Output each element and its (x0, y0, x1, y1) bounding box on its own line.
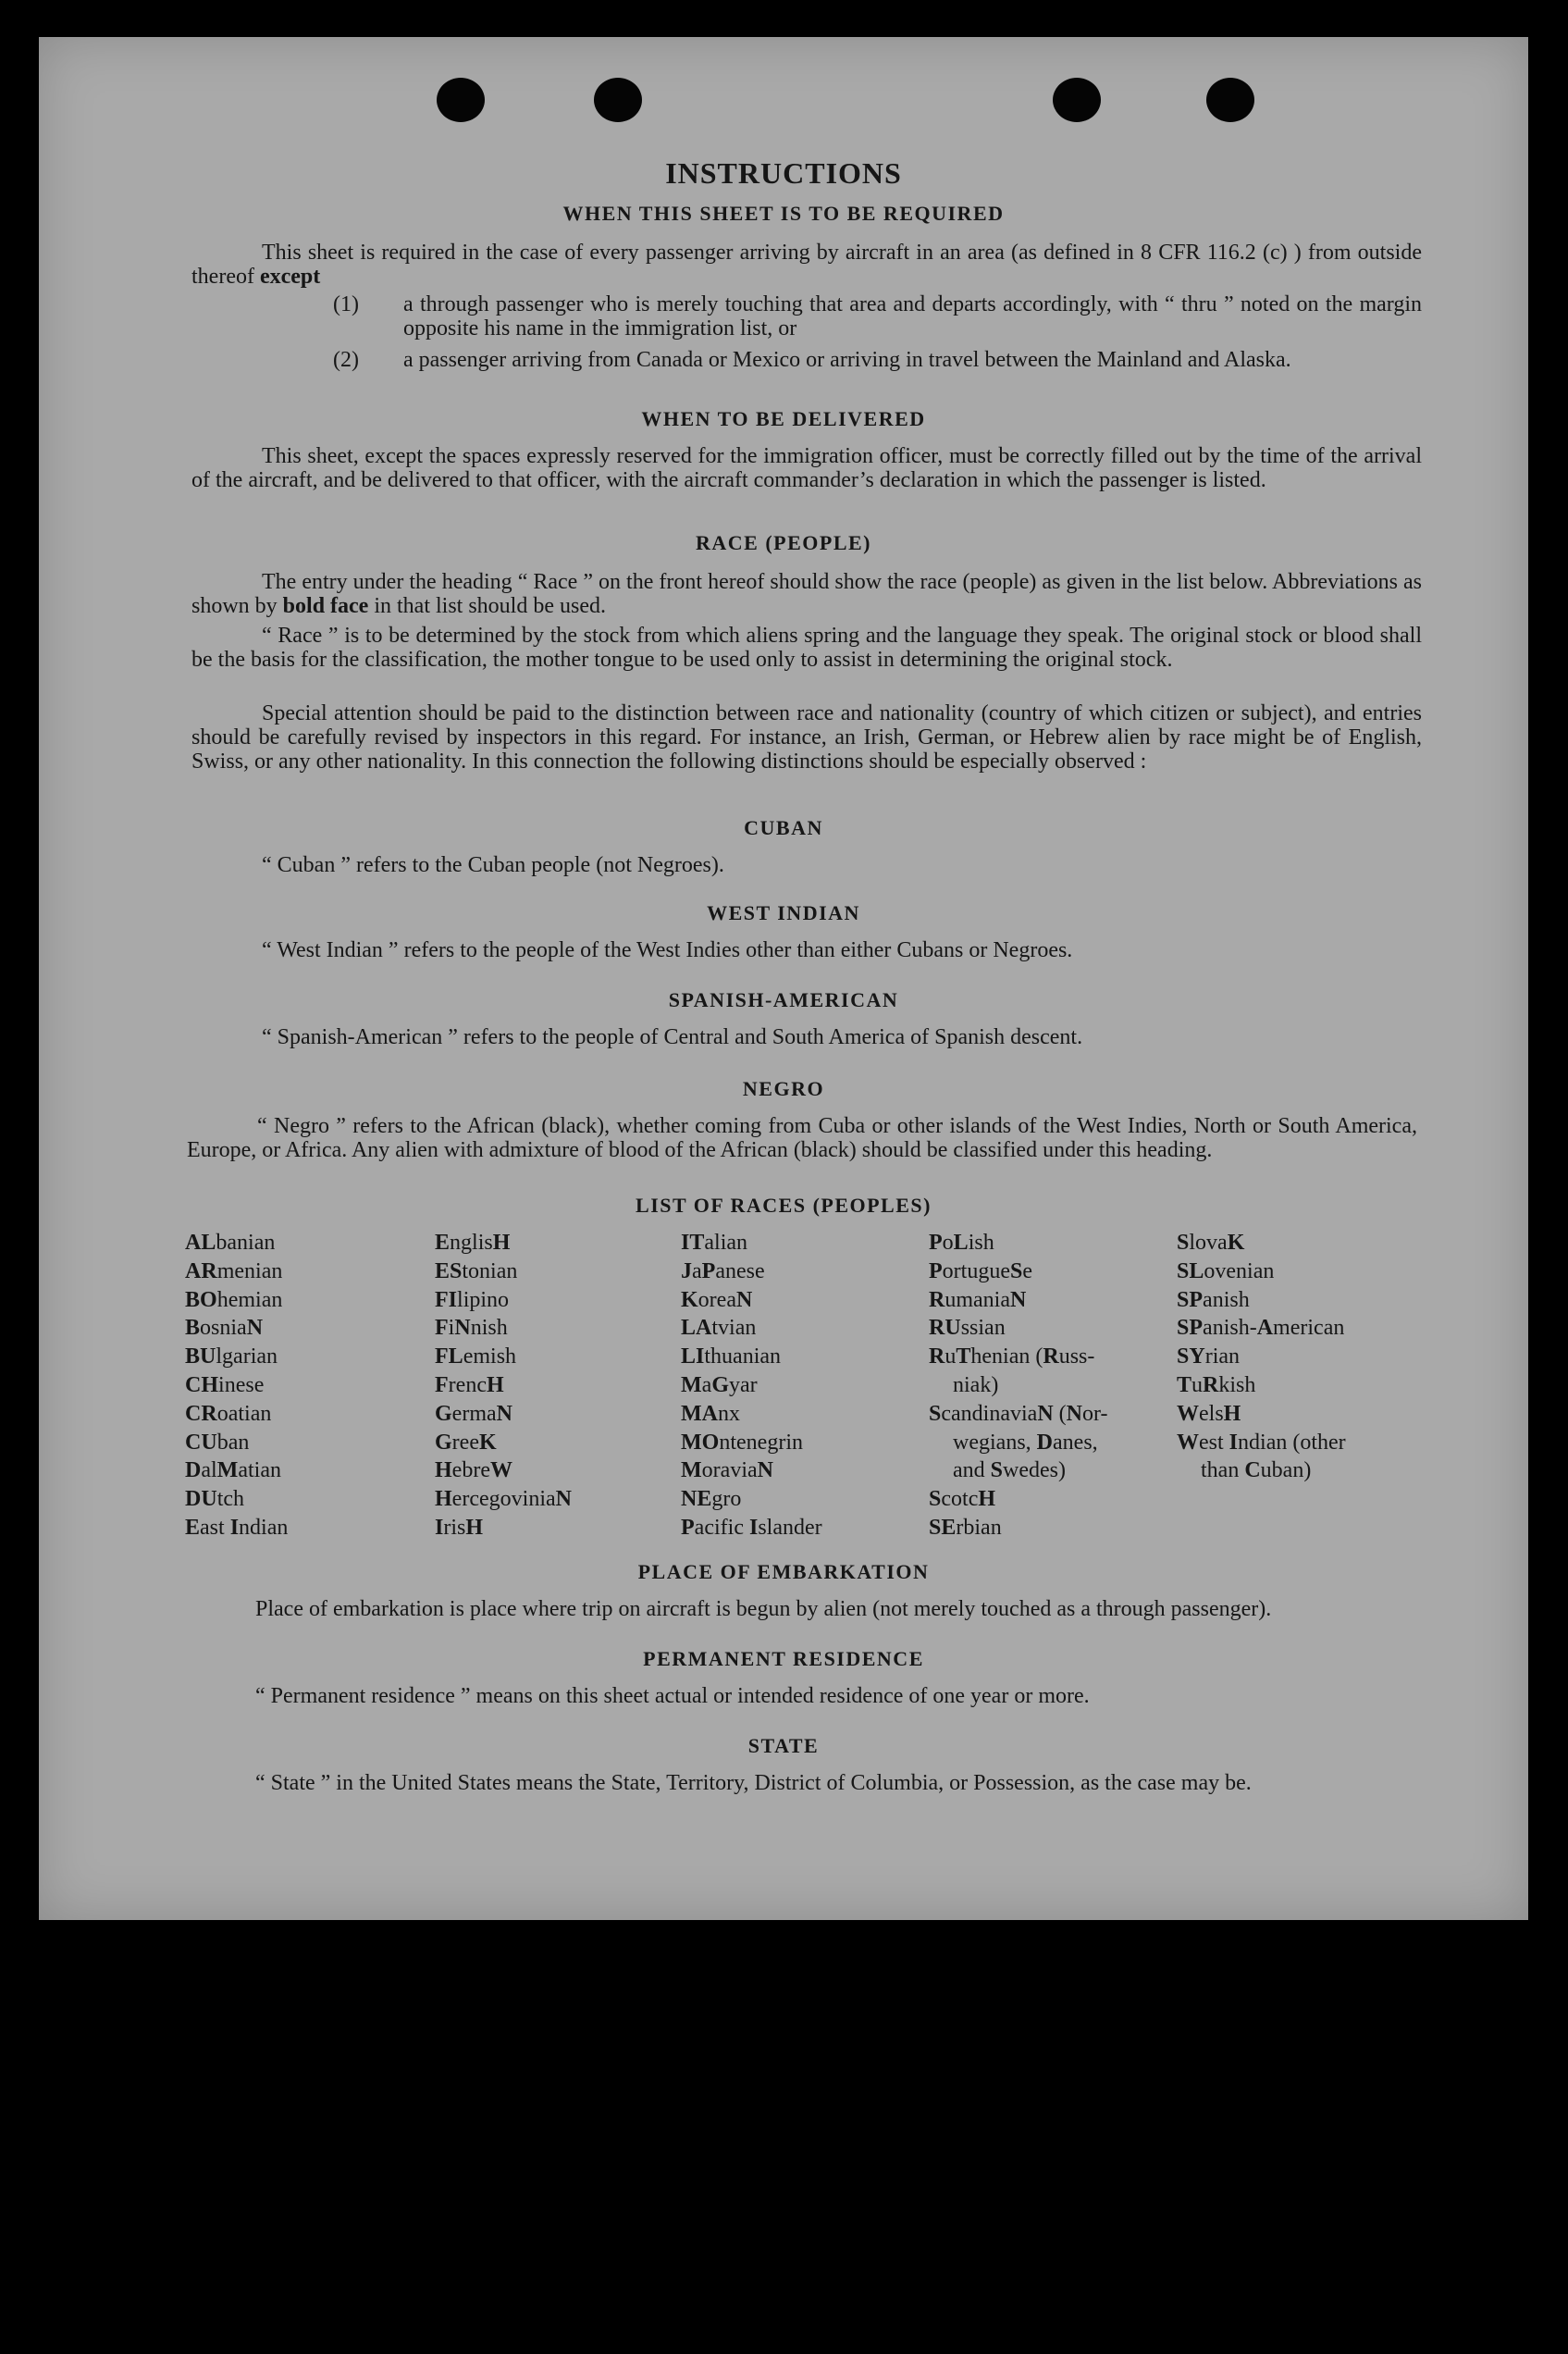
punch-hole (437, 78, 485, 122)
exception-text: a passenger arriving from Canada or Mexico or arriving in travel between the Mainland and Alaska. (403, 348, 1291, 372)
race-entry: IrisH (435, 1515, 484, 1540)
race-entry: SErbian (929, 1515, 1002, 1540)
race-entry: wegians, Danes, (953, 1430, 1098, 1455)
race-entry: CHinese (185, 1372, 265, 1397)
heading-state: STATE (747, 1734, 820, 1757)
page-title: INSTRUCTIONS (665, 156, 902, 190)
paragraph-race-2: “ Race ” is to be determined by the stock from which aliens spring and the language they speak. The original stock or blood shall be the basis for the classification, the mother tongue to be used only to assist in determining the original stock. (191, 624, 1422, 672)
paragraph-embarkation: Place of embarkation is place where trip on aircraft is begun by alien (not merely touched as a through passenger). (255, 1597, 1272, 1621)
race-entry: BosniaN (185, 1316, 264, 1341)
race-entry: GreeK (435, 1430, 497, 1455)
heading-cuban: CUBAN (744, 816, 823, 839)
race-entry: FLemish (435, 1344, 517, 1369)
punch-hole (594, 78, 642, 122)
race-entry: JaPanese (681, 1258, 765, 1283)
race-entry: East Indian (185, 1515, 289, 1540)
race-entry: GermaN (435, 1401, 512, 1426)
paragraph-delivered: This sheet, except the spaces expressly reserved for the immigration officer, must be correctly filled out by the time of the arrival of the aircraft, and be delivered to that officer, with the aircraft commander’s declaration in which the passenger is listed. (191, 444, 1422, 492)
paragraph-negro: “ Negro ” refers to the African (black), whether coming from Cuba or other islands of the West Indies, North or South America, Europe, or Africa. Any alien with admixture of blood of the African (black) should be classified under this heading. (187, 1114, 1417, 1162)
paragraph-spanish-american: “ Spanish-American ” refers to the people of Central and South America of Spanish descent. (262, 1025, 1083, 1049)
race-entry: FIlipino (435, 1287, 510, 1312)
race-entry: Pacific Islander (681, 1515, 822, 1540)
paragraph-race-3: Special attention should be paid to the distinction between race and nationality (country of which citizen or subject), and entries should be carefully revised by inspectors in this regard. For instance, an Irish, German, or Hebrew alien by race might be of English, Swiss, or any other nationality. In this connection the following distinctions should be especially observed : (191, 701, 1422, 774)
race-entry: ScotcH (929, 1487, 996, 1512)
race-entry: WelsH (1177, 1401, 1241, 1426)
race-entry: HercegoviniaN (435, 1487, 572, 1512)
race-entry: KoreaN (681, 1287, 753, 1312)
heading-when-delivered: WHEN TO BE DELIVERED (641, 407, 926, 430)
race-entry: BUlgarian (185, 1344, 278, 1369)
paragraph-required-intro: This sheet is required in the case of every passenger arriving by aircraft in an area (as defined in 8 CFR 116.2 (c) ) from outside thereof except (191, 241, 1422, 289)
race-entry: RumaniaN (929, 1287, 1027, 1312)
exception-number: (1) (333, 292, 359, 316)
heading-negro: NEGRO (742, 1077, 825, 1100)
race-entry: DalMatian (185, 1458, 281, 1483)
race-entry: than Cuban) (1201, 1458, 1312, 1483)
paragraph-residence: “ Permanent residence ” means on this sheet actual or intended residence of one year or more. (255, 1684, 1090, 1708)
race-entry: SLovenian (1177, 1258, 1275, 1283)
race-entry: EStonian (435, 1258, 518, 1283)
race-entry: MAnx (681, 1401, 740, 1426)
heading-place-of-embarkation: PLACE OF EMBARKATION (637, 1560, 930, 1583)
exception-text: a through passenger who is merely touching that area and departs accordingly, with “ thru ” noted on the margin opposite his name in the immigration list, or (403, 292, 1422, 341)
heading-spanish-american: SPANISH-AMERICAN (668, 988, 899, 1011)
race-entry: ARmenian (185, 1258, 283, 1283)
race-entry: PortugueSe (929, 1258, 1033, 1283)
race-entry: SlovaK (1177, 1231, 1245, 1255)
race-entry: MoraviaN (681, 1458, 773, 1483)
race-list-column (185, 1229, 288, 1542)
race-entry: niak) (953, 1372, 999, 1397)
heading-race: RACE (PEOPLE) (696, 531, 871, 554)
race-entry: HebreW (435, 1458, 512, 1483)
race-entry: CRoatian (185, 1401, 272, 1426)
race-entry: EnglisH (435, 1231, 511, 1255)
race-entry: NEgro (681, 1487, 742, 1512)
paragraph-west-indian: “ West Indian ” refers to the people of the West Indies other than either Cubans or Negroes. (262, 938, 1073, 962)
punch-hole (1206, 78, 1254, 122)
heading-when-required: WHEN THIS SHEET IS TO BE REQUIRED (562, 202, 1005, 225)
race-entry: FiNnish (435, 1316, 508, 1341)
heading-west-indian: WEST INDIAN (707, 901, 860, 924)
document-sheet (39, 37, 1528, 1920)
race-entry: ALbanian (185, 1231, 276, 1255)
paragraph-cuban: “ Cuban ” refers to the Cuban people (not Negroes). (262, 853, 724, 877)
race-entry: SYrian (1177, 1344, 1241, 1369)
race-entry: DUtch (185, 1487, 245, 1512)
exception-number: (2) (333, 348, 359, 372)
race-entry: MOntenegrin (681, 1430, 803, 1455)
race-entry: SPanish (1177, 1287, 1250, 1312)
race-entry: CUban (185, 1430, 250, 1455)
race-entry: FrencH (435, 1372, 504, 1397)
race-entry: and Swedes) (953, 1458, 1067, 1483)
race-entry: RUssian (929, 1316, 1006, 1341)
race-entry: LIthuanian (681, 1344, 782, 1369)
race-list-column (435, 1229, 572, 1542)
race-list-column (1177, 1229, 1346, 1485)
race-list-column (929, 1229, 1108, 1542)
punch-hole (1053, 78, 1101, 122)
race-entry: PoLish (929, 1231, 994, 1255)
race-entry: LAtvian (681, 1316, 757, 1341)
paragraph-state: “ State ” in the United States means the State, Territory, District of Columbia, or Possession, as the case may be. (255, 1771, 1252, 1795)
race-entry: TuRkish (1177, 1372, 1256, 1397)
race-entry: ITalian (681, 1231, 748, 1255)
heading-list-of-races: LIST OF RACES (PEOPLES) (636, 1194, 932, 1217)
paragraph-race-1: The entry under the heading “ Race ” on the front hereof should show the race (people) as given in the list below. Abbreviations as shown by bold face in that list should be used. (191, 570, 1422, 618)
race-entry: RuThenian (Russ- (929, 1344, 1095, 1369)
heading-permanent-residence: PERMANENT RESIDENCE (643, 1647, 924, 1670)
race-entry: BOhemian (185, 1287, 283, 1312)
race-entry: ScandinaviaN (Nor- (929, 1401, 1108, 1426)
race-entry: MaGyar (681, 1372, 758, 1397)
race-entry: SPanish-American (1177, 1316, 1345, 1341)
race-entry: West Indian (other (1177, 1430, 1346, 1455)
race-list-column (681, 1229, 822, 1542)
